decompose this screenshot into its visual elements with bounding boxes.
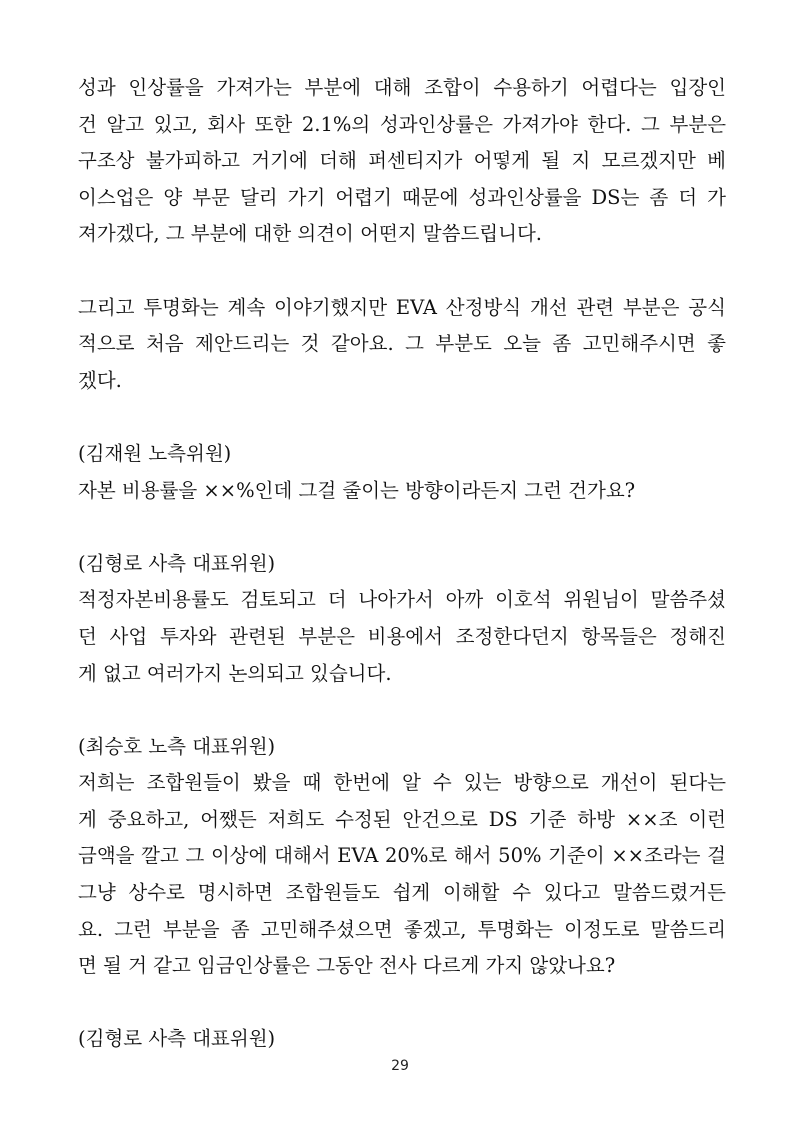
text-line: 그리고 투명화는 계속 이야기했지만 EVA 산정방식 개선 관련 부분은 공식: [78, 295, 726, 319]
paragraph-gap: [78, 985, 726, 1022]
speaker-label: (최승호 노측 대표위원): [78, 734, 276, 758]
text-line: 이스업은 양 부문 달리 가기 어렵기 때문에 성과인상률을 DS는 좀 더 가: [78, 185, 726, 209]
paragraph: [78, 729, 726, 985]
paragraph-gap: [78, 253, 726, 290]
text-line: 금액을 깔고 그 이상에 대해서 EVA 20%로 해서 50% 기준이 ××조라는 걸: [78, 844, 726, 868]
text-line: 저희는 조합원들이 봤을 때 한번에 알 수 있는 방향으로 개선이 된다는: [78, 771, 726, 795]
text-line: 겠다.: [78, 368, 122, 392]
paragraph: [78, 546, 726, 692]
paragraph-gap: [78, 692, 726, 729]
paragraph: [78, 290, 726, 400]
paragraph: [78, 436, 726, 509]
text-line: 적으로 처음 제안드리는 것 같아요. 그 부분도 오늘 좀 고민해주시면 좋: [78, 332, 726, 356]
text-line: 져가겠다, 그 부분에 대한 의견이 어떤지 말씀드립니다.: [78, 222, 543, 246]
page-number: 29: [391, 1058, 409, 1074]
paragraph-gap: [78, 399, 726, 436]
speaker-label: (김형로 사측 대표위원): [78, 551, 276, 575]
paragraph-gap: [78, 509, 726, 546]
text-line: 게 중요하고, 어쨌든 저희도 수정된 안건으로 DS 기준 하방 ××조 이런: [78, 807, 726, 831]
text-line: 건 알고 있고, 회사 또한 2.1%의 성과인상률은 가져가야 한다. 그 부분은: [78, 112, 726, 136]
paragraph: [78, 1021, 726, 1058]
text-line: 구조상 불가피하고 거기에 더해 퍼센티지가 어떻게 될 지 모르겠지만 베: [78, 149, 726, 173]
document-body: [78, 70, 726, 1058]
speaker-label: (김재원 노측위원): [78, 441, 232, 465]
paragraph: [78, 70, 726, 253]
speaker-label: (김형로 사측 대표위원): [78, 1027, 276, 1051]
text-line: 던 사업 투자와 관련된 부분은 비용에서 조정한다던지 항목들은 정해진: [78, 624, 726, 648]
text-line: 그냥 상수로 명시하면 조합원들도 쉽게 이해할 수 있다고 말씀드렸거든: [78, 881, 726, 905]
text-line: 면 될 거 같고 임금인상률은 그동안 전사 다르게 가지 않았나요?: [78, 954, 616, 978]
text-line: 적정자본비용률도 검토되고 더 나아가서 아까 이호석 위원님이 말씀주셨: [78, 588, 726, 612]
text-line: 게 없고 여러가지 논의되고 있습니다.: [78, 661, 392, 685]
text-line: 요. 그런 부분을 좀 고민해주셨으면 좋겠고, 투명화는 이정도로 말씀드리: [78, 917, 726, 941]
text-line: 성과 인상률을 가져가는 부분에 대해 조합이 수용하기 어렵다는 입장인: [78, 76, 726, 99]
text-line: 자본 비용률을 ××%인데 그걸 줄이는 방향이라든지 그런 건가요?: [78, 478, 636, 502]
